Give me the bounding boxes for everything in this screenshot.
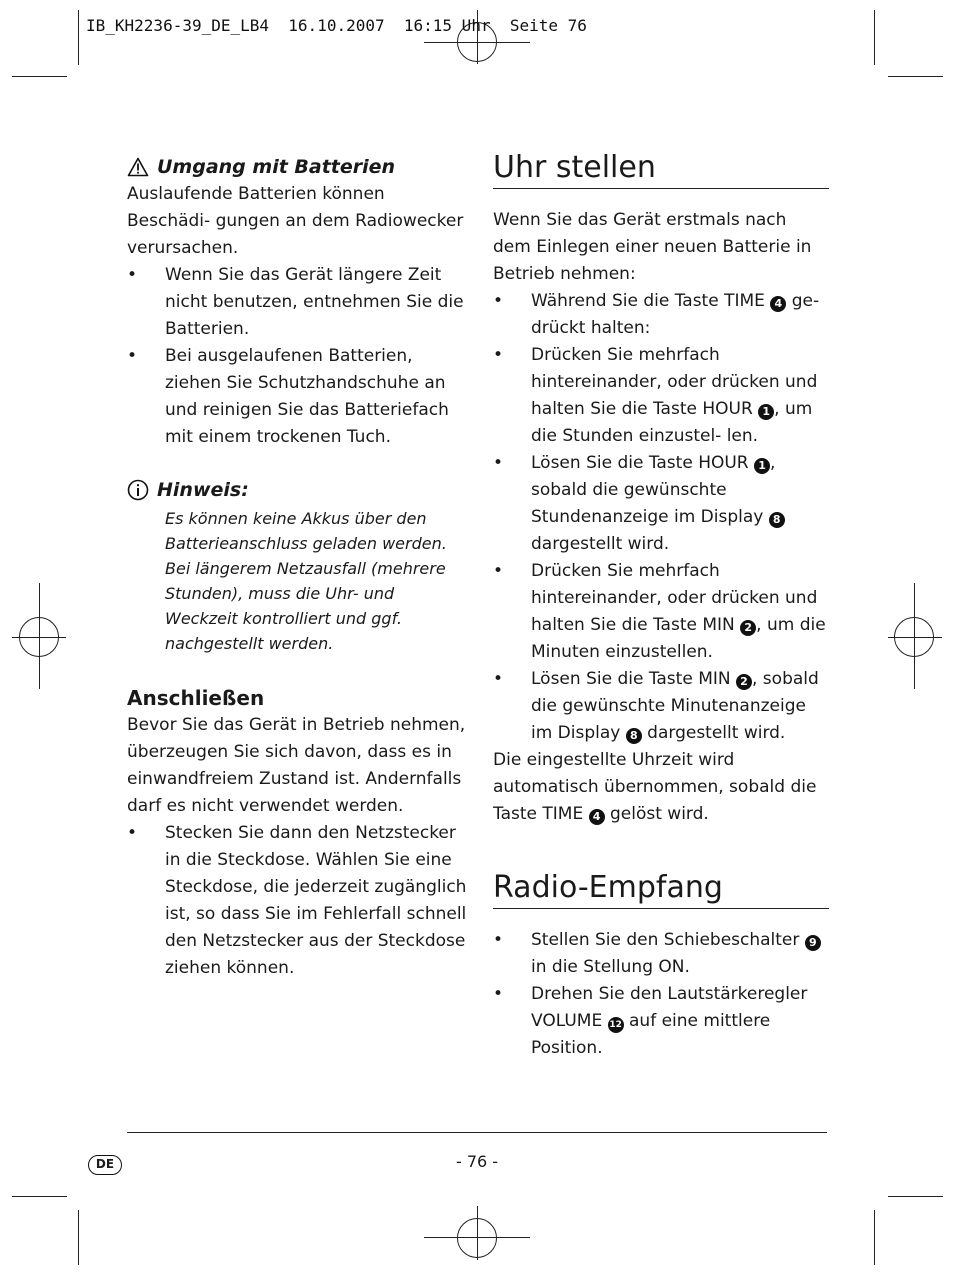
- crop-mark: [39, 583, 40, 689]
- battery-heading: [127, 153, 467, 181]
- print-header: IB_KH2236-39_DE_LB4 16.10.2007 16:15 Uhr Seite 76: [86, 16, 587, 35]
- warning-triangle-icon: [127, 157, 149, 177]
- crop-mark: [888, 1196, 943, 1197]
- info-circle-icon: [127, 479, 149, 501]
- number-badge: 8: [626, 728, 642, 744]
- text: ge- drückt halten:: [531, 291, 820, 338]
- number-badge: 4: [770, 296, 786, 312]
- text: gelöst wird.: [604, 804, 709, 824]
- crop-mark: [12, 637, 66, 638]
- text: auf eine mittlere Position.: [531, 1011, 771, 1058]
- radio-list: [493, 927, 829, 1062]
- clock-intro: Wenn Sie das Gerät erstmals nach dem Einlegen einer neuen Batterie in Betrieb nehmen:: [493, 210, 812, 284]
- battery-title: Umgang mit Batterien: [157, 156, 396, 178]
- crop-mark: [78, 10, 79, 65]
- number-badge: 2: [736, 674, 752, 690]
- text: Drücken Sie mehrfach hintereinander, oder drücken und halten Sie die Taste MIN: [531, 561, 818, 635]
- text: Stellen Sie den Schiebeschalter: [531, 930, 805, 950]
- crop-mark: [78, 1210, 79, 1265]
- number-badge: 2: [740, 620, 756, 636]
- crop-mark: [12, 1196, 67, 1197]
- text: dargestellt wird.: [641, 723, 786, 743]
- crop-mark: [477, 1206, 478, 1260]
- text: Die eingestellte Uhrzeit wird automatisch übernommen, sobald die Taste TIME: [493, 750, 817, 824]
- clock-list: [493, 288, 829, 747]
- right-column: [493, 148, 829, 1062]
- list-item: [493, 558, 829, 666]
- footer-rule: [127, 1132, 827, 1133]
- crop-mark: [874, 1210, 875, 1265]
- connect-intro: Bevor Sie das Gerät in Betrieb nehmen, überzeugen Sie sich davon, dass es in einwandfreiem Zustand ist. Andernfalls darf es nicht verwendet werden.: [127, 715, 466, 816]
- text: Lösen Sie die Taste MIN: [531, 669, 736, 689]
- left-column: [127, 153, 467, 982]
- text: , um die Stunden einzustel- len.: [531, 399, 813, 446]
- list-item: [493, 666, 829, 747]
- crop-mark: [888, 637, 942, 638]
- text: in die Stellung ON.: [531, 957, 690, 977]
- hint-title: Hinweis:: [157, 479, 249, 501]
- text: Während Sie die Taste TIME: [531, 291, 771, 311]
- number-badge: 8: [769, 512, 785, 528]
- number-badge: 1: [758, 404, 774, 420]
- page-number: - 76 -: [455, 1152, 499, 1171]
- number-badge: 1: [754, 458, 770, 474]
- language-badge: DE: [88, 1155, 122, 1175]
- radio-heading: Radio-Empfang: [493, 868, 829, 909]
- number-badge: 4: [589, 809, 605, 825]
- crop-mark: [424, 1237, 530, 1238]
- list-item: • Stecken Sie dann den Netzstecker in die Steckdose. Wählen Sie eine Steckdose, die jederzeit zugänglich ist, so dass Sie im Fehlerfall schnell den Netzstecker aus der Steckdose ziehen können.: [127, 820, 467, 982]
- list-item: • Bei ausgelaufenen Batterien, ziehen Sie Schutzhandschuhe an und reinigen Sie das Batteriefach mit einem trockenen Tuch.: [127, 343, 467, 451]
- text: Drücken Sie mehrfach hintereinander, oder drücken und halten Sie die Taste HOUR: [531, 345, 818, 419]
- text: Lösen Sie die Taste HOUR: [531, 453, 755, 473]
- text: , sobald die gewünschte Stundenanzeige im Display: [531, 453, 776, 527]
- connect-heading: Anschließen: [127, 686, 265, 710]
- crop-mark: [12, 76, 67, 77]
- text: Drehen Sie den Lautstärkeregler VOLUME: [531, 984, 808, 1031]
- crop-mark: [424, 42, 530, 43]
- list-item: [493, 981, 829, 1062]
- list-item: • Wenn Sie das Gerät längere Zeit nicht benutzen, entnehmen Sie die Batterien.: [127, 262, 467, 343]
- list-item: [493, 927, 829, 981]
- list-item: [493, 342, 829, 450]
- battery-list: [127, 262, 467, 451]
- crop-mark: [914, 583, 915, 689]
- clock-heading: Uhr stellen: [493, 148, 829, 189]
- clock-outro: [493, 747, 829, 828]
- list-item: [493, 288, 829, 342]
- text: , um die Minuten einzustellen.: [531, 615, 826, 662]
- number-badge: 12: [608, 1017, 624, 1033]
- list-item: [493, 450, 829, 558]
- hint-text: Es können keine Akkus über den Batterieanschluss geladen werden. Bei längerem Netzausfall (mehrere Stunden), muss die Uhr- und Weckzeit kontrolliert und ggf. nachgestellt werden.: [165, 509, 447, 653]
- hint-heading: [127, 476, 467, 504]
- crop-mark: [874, 10, 875, 65]
- number-badge: 9: [805, 935, 821, 951]
- text: , sobald die gewünschte Minutenanzeige im Display: [531, 669, 819, 743]
- text: dargestellt wird.: [531, 534, 670, 554]
- battery-intro: Auslaufende Batterien können Beschädi- gungen an dem Radiowecker verursachen.: [127, 184, 464, 258]
- connect-list: [127, 820, 467, 982]
- crop-mark: [888, 76, 943, 77]
